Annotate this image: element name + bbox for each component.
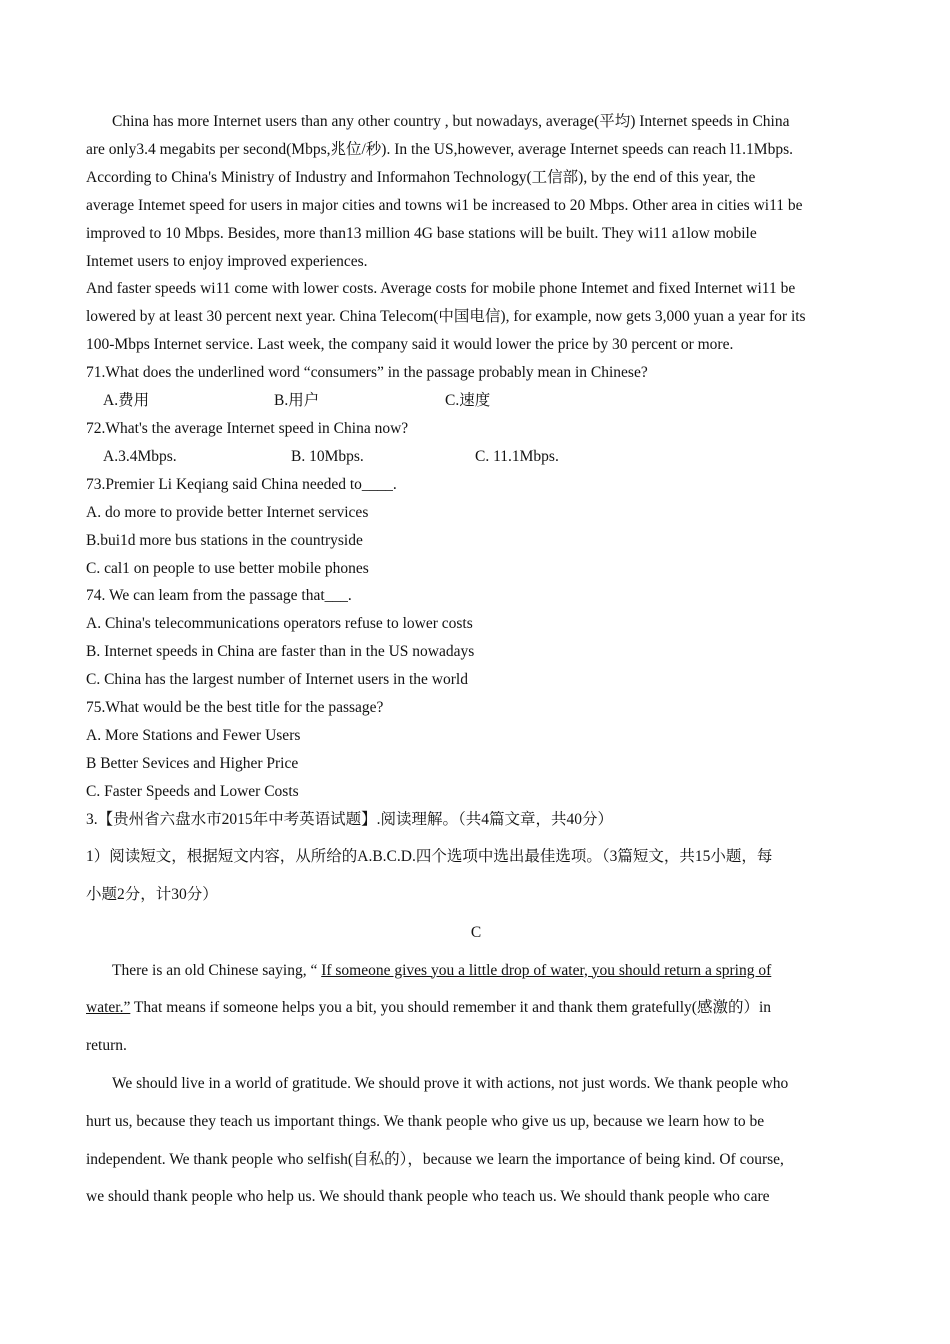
option-row [86,443,866,471]
section-heading: 3.【贵州省六盘水市2015年中考英语试题】.阅读理解。（共4篇文章，共40分） [86,810,614,828]
option-b: B.bui1d more bus stations in the countryside [86,531,363,549]
section-instruction: 小题2分，计30分） [86,885,218,903]
question-stem: 73.Premier Li Keqiang said China needed to____. [86,475,397,493]
question-71 [86,359,866,415]
passage-line: 100-Mbps Internet service. Last week, the company said it would lower the price by 30 percent or more. [86,336,734,354]
option-c: C. cal1 on people to use better mobile phones [86,559,369,577]
question-74 [86,582,866,694]
option-a: A. do more to provide better Internet services [86,503,369,521]
passage-line: Intemet users to enjoy improved experiences. [86,252,368,270]
option-b: B Better Sevices and Higher Price [86,754,299,772]
passage-line: average Intemet speed for users in major cities and towns wi1 be increased to 20 Mbps. Other area in cities wi11 be [86,196,803,214]
question-stem: 72.What's the average Internet speed in China now? [86,419,409,437]
passage-1 [86,108,866,359]
option-a: A.费用 [103,392,150,410]
option-c: C. Faster Speeds and Lower Costs [86,782,299,800]
passage-line: we should thank people who help us. We should thank people who teach us. We should thank people who care [86,1188,770,1206]
passage-line: improved to 10 Mbps. Besides, more than13 million 4G base stations will be built. They wi11 a1low mobile [86,224,757,242]
option-c: C. 11.1Mbps. [475,447,559,465]
option-row [86,387,866,415]
question-stem: 74. We can leam from the passage that___. [86,587,352,605]
passage-line: We should live in a world of gratitude. We should prove it with actions, not just words. We thank people who [112,1074,789,1092]
option-a: A. More Stations and Fewer Users [86,726,301,744]
option-a: A. China's telecommunications operators refuse to lower costs [86,615,473,633]
option-b: B.用户 [274,392,320,410]
passage-label: C [470,923,482,941]
passage-line: return. [86,1037,127,1055]
underlined-quote: If someone gives you a little drop of water, you should return a spring of [321,961,772,979]
question-73 [86,471,866,583]
option-b: B. 10Mbps. [291,447,364,465]
question-stem: 71.What does the underlined word “consumers” in the passage probably mean in Chinese? [86,364,648,382]
passage-line: are only3.4 megabits per second(Mbps,兆位/秒). In the US,however, average Internet speeds can reach l1.1Mbps. [86,140,793,158]
section-instruction: 1）阅读短文，根据短文内容，从所给的A.B.C.D.四个选项中选出最佳选项。（3篇短文，共15小题，每 [86,847,773,865]
section-3-header [86,806,866,952]
passage-text: There is an old Chinese saying, “ [112,961,322,979]
passage-line: And faster speeds wi11 come with lower costs. Average costs for mobile phone Intemet and fixed Internet wi11 be [86,280,796,298]
option-b: B. Internet speeds in China are faster than in the US nowadays [86,643,475,661]
passage-line: independent. We thank people who selfish(自私的），because we learn the importance of being kind. Of course, [86,1150,784,1168]
passage-line: lowered by at least 30 percent next year. China Telecom(中国电信), for example, now gets 3,000 yuan a year for its [86,308,806,326]
option-c: C.速度 [445,392,491,410]
underlined-quote: water.” [86,999,131,1017]
passage-paragraph [86,952,866,990]
passage-line: China has more Internet users than any other country , but nowadays, average(平均) Internet speeds in China [112,113,790,130]
document-page [86,108,866,1216]
passage-c [86,952,866,1217]
passage-line: hurt us, because they teach us important things. We thank people who give us up, because we learn how to be [86,1112,765,1130]
question-72 [86,415,866,471]
option-a: A.3.4Mbps. [103,447,177,465]
passage-paragraph [86,989,866,1027]
passage-text: That means if someone helps you a bit, you should remember it and thank them gratefully(感激的）in [130,999,772,1017]
option-c: C. China has the largest number of Internet users in the world [86,671,468,689]
passage-line: According to China's Ministry of Industry and Informahon Technology(工信部), by the end of this year, the [86,168,756,186]
question-75 [86,694,866,806]
question-stem: 75.What would be the best title for the passage? [86,699,384,717]
